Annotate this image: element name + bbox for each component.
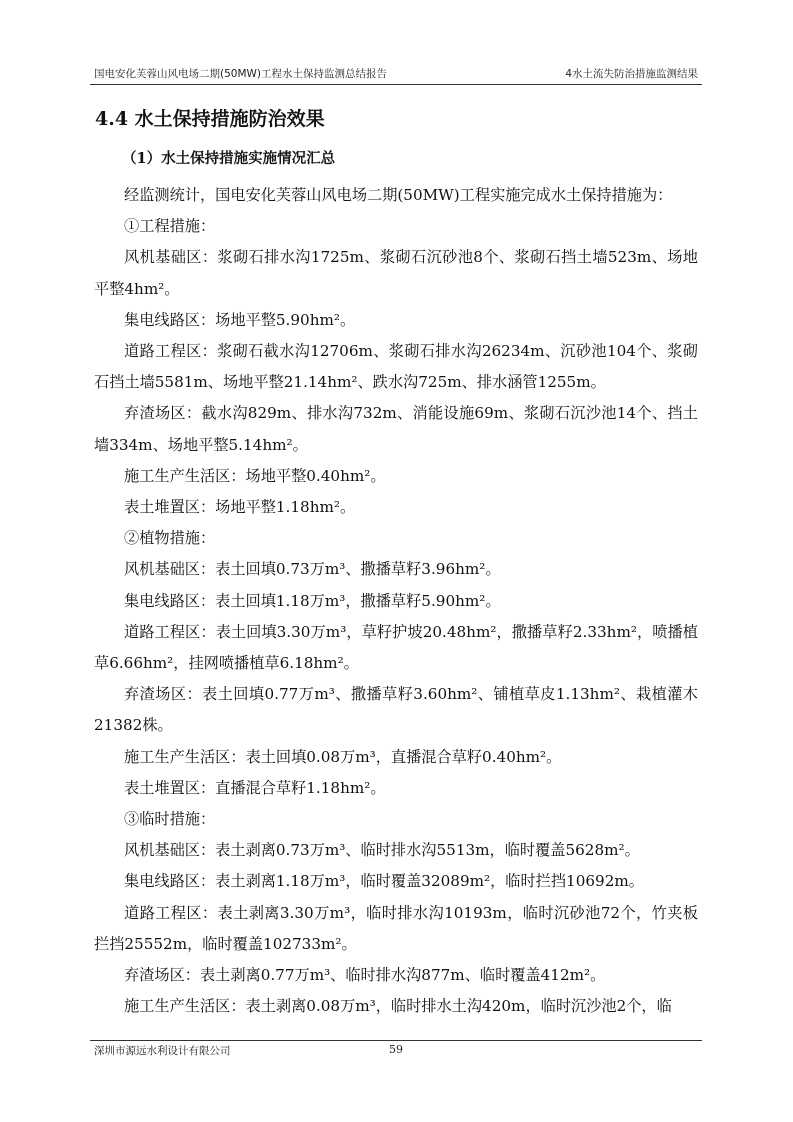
- paragraph: 施工生产生活区：表土剥离0.08万m³，临时排水土沟420m，临时沉沙池2个，临: [124, 997, 672, 1016]
- paragraph: ①工程措施：: [124, 217, 216, 236]
- paragraph: 集电线路区：场地平整5.90hm²。: [124, 310, 356, 329]
- paragraph: ②植物措施：: [124, 529, 216, 548]
- paragraph: 风机基础区：表土剥离0.73万m³、临时排水沟5513m，临时覆盖5628m²。: [124, 841, 640, 860]
- paragraph: 施工生产生活区：场地平整0.40hm²。: [124, 466, 386, 485]
- paragraph: 集电线路区：表土剥离1.18万m³，临时覆盖32089m²，临时拦挡10692m。: [124, 872, 644, 891]
- paragraph: 道路工程区：表土回填3.30万m³，草籽护坡20.48hm²，撒播草籽2.33hm²，喷播植草6.66hm²，挂网喷播植草6.18hm²。: [94, 622, 698, 673]
- page-number: 59: [389, 1043, 403, 1056]
- footer-company: 深圳市源远水利设计有限公司: [94, 1045, 231, 1057]
- header-divider: [90, 84, 702, 85]
- body-text: [94, 180, 698, 1022]
- subsection-heading: （1）水土保持措施实施情况汇总: [122, 150, 336, 167]
- page-footer: [90, 1043, 702, 1059]
- header-report-title: 国电安化芙蓉山风电场二期(50MW)工程水土保持监测总结报告: [94, 68, 387, 80]
- paragraph: 施工生产生活区：表土回填0.08万m³，直播混合草籽0.40hm²。: [124, 747, 562, 766]
- header-chapter-title: 4水土流失防治措施监测结果: [565, 68, 698, 80]
- page-header: [90, 66, 702, 82]
- paragraph: 道路工程区：表土剥离3.30万m³，临时排水沟10193m，临时沉砂池72个，竹夹板拦挡25552m，临时覆盖102733m²。: [94, 903, 698, 953]
- paragraph: 风机基础区：浆砌石排水沟1725m、浆砌石沉砂池8个、浆砌石挡土墙523m、场地平整4hm²。: [94, 248, 698, 298]
- paragraph: 风机基础区：表土回填0.73万m³、撒播草籽3.96hm²。: [124, 560, 501, 579]
- paragraph: 表土堆置区：直播混合草籽1.18hm²。: [124, 778, 386, 797]
- paragraph: 弃渣场区：表土回填0.77万m³、撒播草籽3.60hm²、铺植草皮1.13hm²、栽植灌木21382株。: [94, 685, 698, 735]
- paragraph: 经监测统计，国电安化芙蓉山风电场二期(50MW)工程实施完成水土保持措施为：: [124, 186, 673, 204]
- paragraph: 弃渣场区：表土剥离0.77万m³、临时排水沟877m、临时覆盖412m²。: [124, 966, 606, 985]
- section-heading: 4.4 水土保持措施防治效果: [95, 108, 325, 130]
- paragraph: 集电线路区：表土回填1.18万m³，撒播草籽5.90hm²。: [124, 591, 501, 610]
- footer-divider: [90, 1040, 702, 1041]
- paragraph: 道路工程区：浆砌石截水沟12706m、浆砌石排水沟26234m、沉砂池104个、浆砌石挡土墙5581m、场地平整21.14hm²、跌水沟725m、排水涵管1255m。: [94, 342, 698, 392]
- paragraph: 表土堆置区：场地平整1.18hm²。: [124, 498, 356, 517]
- paragraph: ③临时措施：: [124, 810, 216, 829]
- paragraph: 弃渣场区：截水沟829m、排水沟732m、消能设施69m、浆砌石沉沙池14个、挡土墙334m、场地平整5.14hm²。: [94, 404, 698, 454]
